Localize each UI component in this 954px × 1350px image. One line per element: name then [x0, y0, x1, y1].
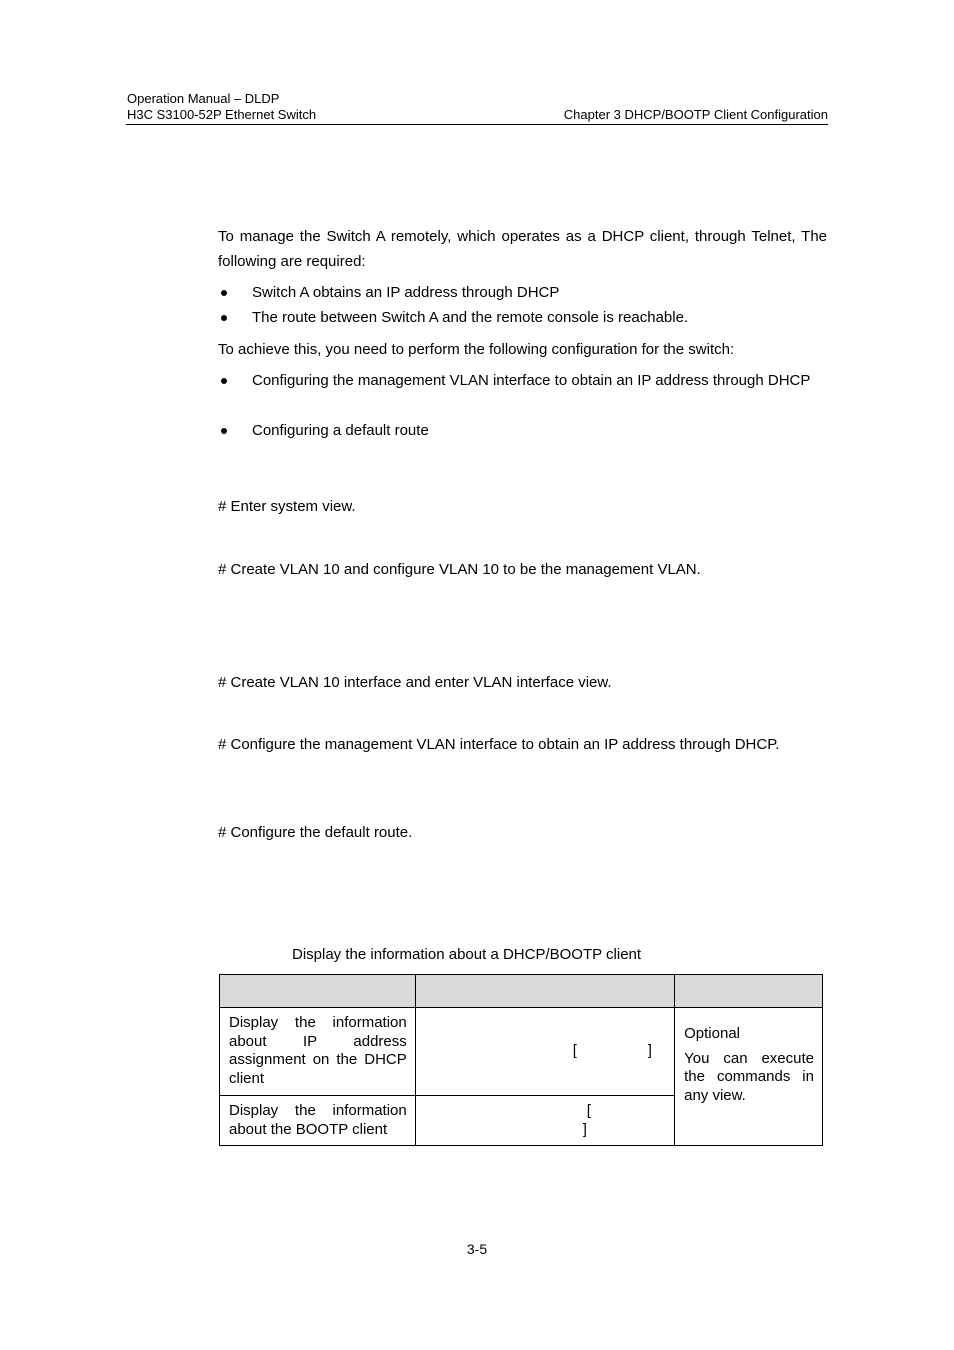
header-cell-command	[415, 975, 674, 1008]
header-cell-operation	[220, 975, 416, 1008]
table-header-row	[220, 975, 823, 1008]
optional-close-bracket: ]	[582, 1121, 587, 1138]
remarks-cell	[675, 1008, 823, 1146]
step-configure-dhcp: # Configure the management VLAN interface to obtain an IP address through DHCP.	[218, 736, 780, 753]
step-create-vlan-interface: # Create VLAN 10 interface and enter VLAN interface view.	[218, 674, 612, 691]
command-cell	[415, 1096, 674, 1146]
intro-paragraph: To manage the Switch A remotely, which operates as a DHCP client, through Telnet, The following are required:	[218, 228, 827, 270]
operation-cell	[220, 1008, 416, 1096]
header-chapter-title: Chapter 3 DHCP/BOOTP Client Configuration	[563, 107, 828, 122]
operation-text: Display the information about IP address assignment on the DHCP client	[229, 1014, 407, 1087]
requirement-item: The route between Switch A and the remote console is reachable.	[252, 309, 689, 326]
remarks-optional: Optional	[684, 1025, 740, 1042]
page-number: 3-5	[466, 1241, 488, 1257]
bullet-icon	[221, 315, 227, 321]
bullet-icon	[221, 428, 227, 434]
table-caption: Display the information about a DHCP/BOOTP client	[292, 946, 642, 963]
header-product-name: H3C S3100-52P Ethernet Switch	[127, 107, 317, 122]
table-row	[220, 1008, 823, 1096]
optional-close-bracket: ]	[647, 1042, 652, 1059]
optional-open-bracket: [	[572, 1042, 577, 1059]
bullet-icon	[221, 378, 227, 384]
header-rule	[126, 124, 828, 125]
requirement-item: Switch A obtains an IP address through DHCP	[252, 284, 560, 301]
remarks-note: You can execute the commands in any view.	[684, 1049, 814, 1104]
config-item: Configuring the management VLAN interface to obtain an IP address through DHCP	[252, 372, 811, 389]
header-manual-title: Operation Manual – DLDP	[127, 91, 280, 106]
step-configure-default-route: # Configure the default route.	[218, 824, 413, 841]
step-create-vlan: # Create VLAN 10 and configure VLAN 10 to be the management VLAN.	[218, 561, 701, 578]
operation-cell	[220, 1096, 416, 1146]
display-commands-table	[219, 974, 823, 1146]
command-cell	[415, 1008, 674, 1096]
bullet-icon	[221, 290, 227, 296]
config-item: Configuring a default route	[252, 422, 429, 439]
header-cell-remarks	[675, 975, 823, 1008]
config-intro-paragraph: To achieve this, you need to perform the following configuration for the switch:	[218, 341, 735, 358]
operation-text: Display the information about the BOOTP client	[229, 1102, 407, 1138]
step-enter-system-view: # Enter system view.	[218, 498, 356, 515]
optional-open-bracket: [	[586, 1102, 591, 1119]
